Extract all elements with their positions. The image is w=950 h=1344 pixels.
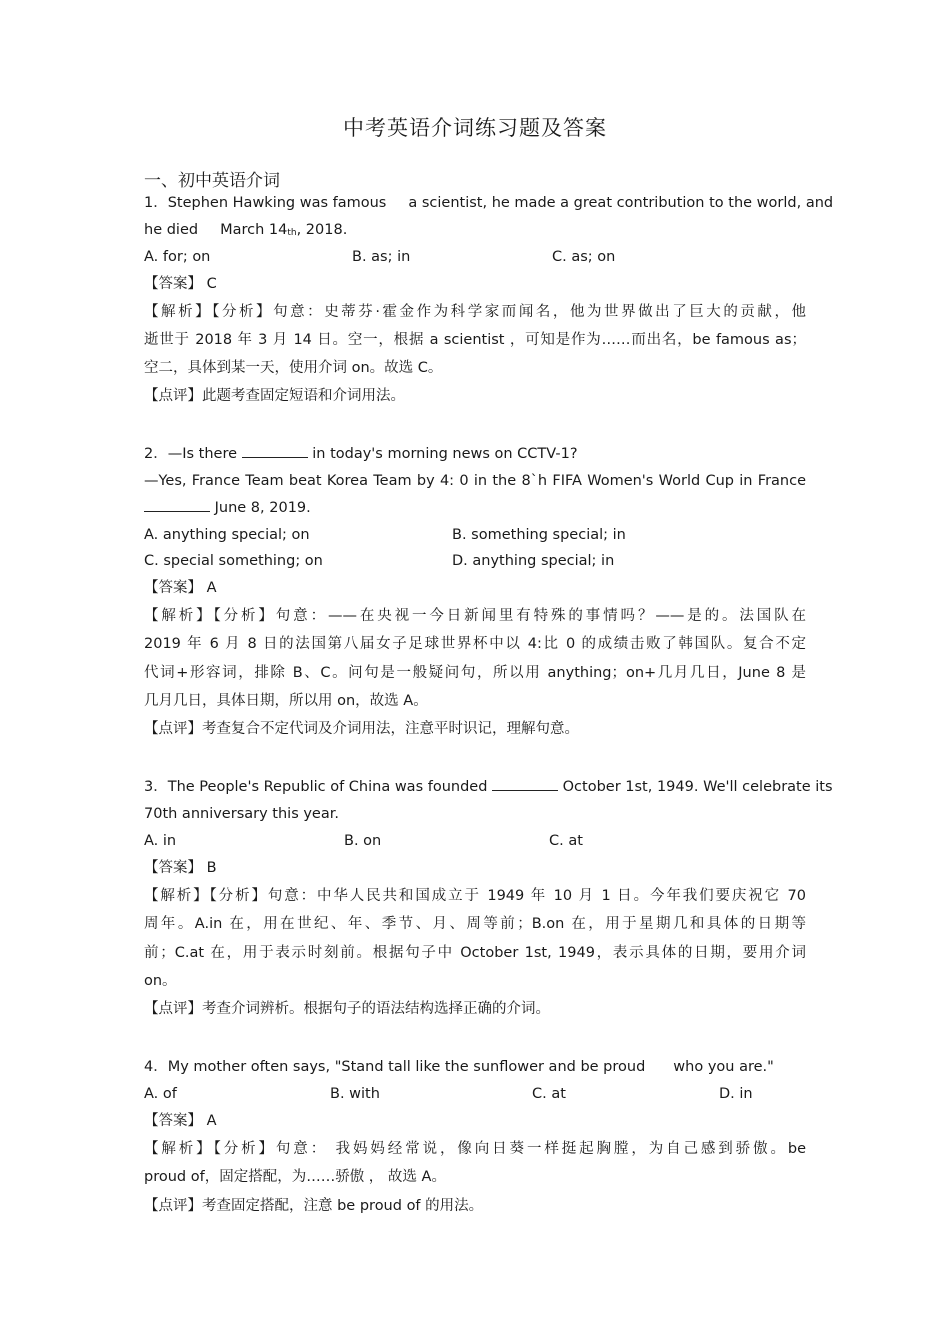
q4-option-c: C. at xyxy=(532,1086,566,1102)
q3-answer: 【答案】 B xyxy=(144,860,217,876)
q1-stem-part2: a scientist, he made a great contribution to the world, and xyxy=(408,195,834,211)
q1-stem-line1 xyxy=(144,193,834,213)
section-heading: 一、初中英语介词 xyxy=(144,171,280,191)
q1-stem-superscript: th xyxy=(287,228,297,238)
q3-analysis-line4: on。 xyxy=(144,973,177,989)
q1-stem-part3: he died xyxy=(144,222,199,238)
q4-analysis-line2: proud of，固定搭配，为……骄傲 ， 故选 A。 xyxy=(144,1169,446,1185)
q3-option-b: B. on xyxy=(344,833,382,849)
q2-analysis-line3: 代词+形容词，排除 B、C。问句是一般疑问句，所以用 anything；on+几月几日，June 8 是 xyxy=(144,665,806,681)
q2-stem-line1 xyxy=(144,444,806,464)
q4-stem-line1 xyxy=(144,1057,806,1077)
q3-option-a: A. in xyxy=(144,833,177,849)
q1-analysis-line1: 【解析】【分析】句意：史蒂芬·霍金作为科学家而闻名，他为世界做出了巨大的贡献，他 xyxy=(144,304,806,320)
q3-analysis-line2: 周年。A.in 在，用在世纪、年、季节、月、周等前；B.on 在，用于星期几和具体的日期等 xyxy=(144,916,806,932)
q3-stem-part2: October 1st, 1949. We'll celebrate its xyxy=(562,779,833,795)
q2-answer: 【答案】 A xyxy=(144,580,217,596)
q4-answer: 【答案】 A xyxy=(144,1113,217,1129)
q2-analysis-line2: 2019 年 6 月 8 日的法国第八届女子足球世界杯中以 4:比 0 的成绩击败了韩国队。复合不定 xyxy=(144,636,806,652)
q4-option-d: D. in xyxy=(719,1086,753,1102)
q4-stem-part2: who you are." xyxy=(673,1059,774,1075)
q1-option-a: A. for; on xyxy=(144,249,211,265)
q2-stem-part3: June 8, 2019. xyxy=(214,500,311,516)
q2-stem-line3 xyxy=(144,498,806,518)
q2-stem-line2: —Yes, France Team beat Korea Team by 4: 0 in the 8`h FIFA Women's World Cup in France xyxy=(144,473,806,489)
q3-analysis-line1: 【解析】【分析】句意：中华人民共和国成立于 1949 年 10 月 1 日。今年我们要庆祝它 70 xyxy=(144,888,806,904)
q1-comment: 【点评】此题考查固定短语和介词用法。 xyxy=(144,388,405,404)
q1-stem-part4: March 14 xyxy=(220,222,288,238)
q1-analysis-line3: 空二，具体到某一天，使用介词 on。故选 C。 xyxy=(144,360,443,376)
q2-option-c: C. special something; on xyxy=(144,553,323,569)
q3-analysis-line3: 前；C.at 在，用于表示时刻前。根据句子中 October 1st, 1949，表示具体的日期，要用介词 xyxy=(144,945,806,961)
q1-option-b: B. as; in xyxy=(352,249,411,265)
q2-blank-2 xyxy=(144,499,210,512)
q1-option-c: C. as; on xyxy=(552,249,616,265)
q4-analysis-line1: 【解析】【分析】句意： 我妈妈经常说，像向日葵一样挺起胸膛，为自己感到骄傲。be xyxy=(144,1141,806,1157)
q1-stem-line2 xyxy=(144,220,806,243)
q3-comment: 【点评】考查介词辨析。根据句子的语法结构选择正确的介词。 xyxy=(144,1001,550,1017)
q3-stem-line1 xyxy=(144,777,833,797)
q3-option-c: C. at xyxy=(549,833,583,849)
q2-analysis-line1: 【解析】【分析】句意：——在央视一今日新闻里有特殊的事情吗？——是的。法国队在 xyxy=(144,608,806,624)
q1-stem-part1: 1．Stephen Hawking was famous xyxy=(144,195,387,211)
q4-comment: 【点评】考查固定搭配，注意 be proud of 的用法。 xyxy=(144,1198,484,1214)
q3-blank xyxy=(492,778,558,791)
q2-comment: 【点评】考查复合不定代词及介词用法，注意平时识记，理解句意。 xyxy=(144,721,579,737)
q2-option-b: B. something special; in xyxy=(452,527,626,543)
q1-answer: 【答案】 C xyxy=(144,276,217,292)
q2-blank-1 xyxy=(242,445,308,458)
q4-option-a: A. of xyxy=(144,1086,177,1102)
q4-stem-part1: 4．My mother often says, "Stand tall like the sunflower and be proud xyxy=(144,1059,646,1075)
q3-stem-line2: 70th anniversary this year. xyxy=(144,806,339,822)
page-title: 中考英语介词练习题及答案 xyxy=(343,116,607,140)
q4-option-b: B. with xyxy=(330,1086,380,1102)
q3-stem-part1: 3．The People's Republic of China was founded xyxy=(144,779,488,795)
q2-option-d: D. anything special; in xyxy=(452,553,615,569)
q2-stem-part2: in today's morning news on CCTV-1? xyxy=(312,446,578,462)
q2-analysis-line4: 几月几日，具体日期，所以用 on，故选 A。 xyxy=(144,693,428,709)
q2-stem-part1: 2．—Is there xyxy=(144,446,238,462)
q2-option-a: A. anything special; on xyxy=(144,527,310,543)
q1-stem-part5: , 2018. xyxy=(296,222,348,238)
q1-analysis-line2: 逝世于 2018 年 3 月 14 日。空一，根据 a scientist ，可知是作为……而出名，be famous as； xyxy=(144,332,806,348)
